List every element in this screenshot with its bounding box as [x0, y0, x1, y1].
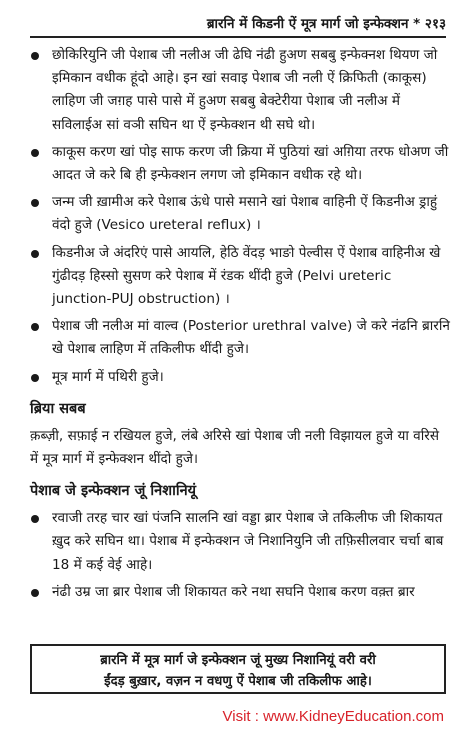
list-item-text: रवाजी तरह चार खां पंजनि सालनि खां वड्डा ब्रार पेशाब जे तकिलीफ जी शिकायत ख़ुद करे सघिन था। पेशाब में इन्फेक्शन जे निशानियुनि जी तफ़िसीलवार चर्चा बाब 18 में कई वेई आहे।	[52, 510, 444, 573]
list-item	[30, 581, 450, 604]
causes-list	[30, 44, 450, 389]
list-item	[30, 507, 450, 577]
bullet-icon	[31, 589, 39, 597]
list-item	[30, 191, 450, 237]
list-item	[30, 44, 450, 137]
running-header	[30, 14, 446, 38]
key-point-line-2: ईंदड़ बुख़ार, वज़न न वधणु ऐं पेशाब जी तकिलीफ आहे।	[104, 674, 372, 689]
footer-website-link[interactable]: Visit : www.KidneyEducation.com	[222, 708, 444, 725]
symptoms-list	[30, 507, 450, 604]
list-item-text: छोकिरियुनि जी पेशाब जी नलीअ जी ढेघि नंढी हुअण सबबु इन्फेक्नश थियण जो इमिकान वधीक हूंदो आहे। इन खां सवाइ पेशाब जी नली ऐं क्रिफिती (काकूस) लाहिण जी जग़ह पासे पासे में हुअण सबबु बेक्टेरीया पेशाब जी नलीअ में सविलाईअ सां वञी सघिन था ऐं इन्फेक्शन थी सघे थो।	[52, 47, 438, 133]
running-title: ब्रारनि में किडनी ऐं मूत्र मार्ग जो इन्फेक्शन * २१३	[206, 16, 446, 32]
list-item-text: पेशाब जी नलीअ मां वाल्व (Posterior urethral valve) जे करे नंढनि ब्रारनि खे पेशाब लाहिण में तकिलीफ थींदी हुजे।	[52, 318, 450, 358]
key-point-line-1: ब्रारनि में मूत्र मार्ग जे इन्फेक्शन जूं मुख्य निशानियूं वरी वरी	[100, 653, 376, 668]
page-body	[30, 44, 450, 608]
list-item-text: मूत्र मार्ग में पथिरी हुजे।	[52, 368, 164, 385]
symptoms-heading: पेशाब जे इन्फेक्शन जूं निशानियूं	[30, 483, 197, 500]
bullet-icon	[31, 374, 39, 382]
bullet-icon	[31, 149, 39, 157]
list-item-text: काकूस करण खां पोइ साफ करण जी क्रिया में पुठियां खां अग़िया तरफ धोअण जी आदत जे करे बि ही इन्फेक्शन लगण जो इमिकान वधीक रहे थो।	[52, 143, 449, 184]
bullet-icon	[31, 52, 39, 60]
other-causes-heading: ब्रिया सबब	[30, 400, 86, 417]
list-item	[30, 141, 450, 187]
list-item-text: नंढी उम्र जा ब्रार पेशाब जी शिकायत करे नथा सघनि पेशाब करण वक़्त ब्रार	[52, 583, 415, 600]
other-causes-text: क़ब्ज़ी, सफ़ाई न रखियल हुजे, लंबे अरिसे खां पेशाब जी नली विझायल हुजे या वरिसे में मूत्र मार्ग में इन्फेक्शन थींदो हुजे।	[30, 427, 440, 468]
list-item	[30, 315, 450, 361]
bullet-icon	[31, 515, 39, 523]
bullet-icon	[31, 323, 39, 331]
list-item-text: किडनीअ जे अंदरिएं पासे आयलि, हेठि वेंदड़ भाङो पेल्वीस ऐं पेशाब वाहिनीअ खे गुंढीदड़ हिस्सो सुसण करे पेशाब में रंडक थींदी हुजे (Pelvi ureteric junction-PUJ obstruction) ।	[52, 244, 441, 308]
list-item-text: जन्म जी ख़ामीअ करे पेशाब ऊंधे पासे मसाने खां पेशाब वाहिनी ऐं किडनीअ ड्राहुं वंदो हुजे (Vesico ureteral reflux) ।	[52, 194, 438, 234]
list-item	[30, 242, 450, 312]
bullet-icon	[31, 199, 39, 207]
key-point-box	[30, 644, 446, 694]
bullet-icon	[31, 250, 39, 258]
list-item	[30, 366, 450, 389]
